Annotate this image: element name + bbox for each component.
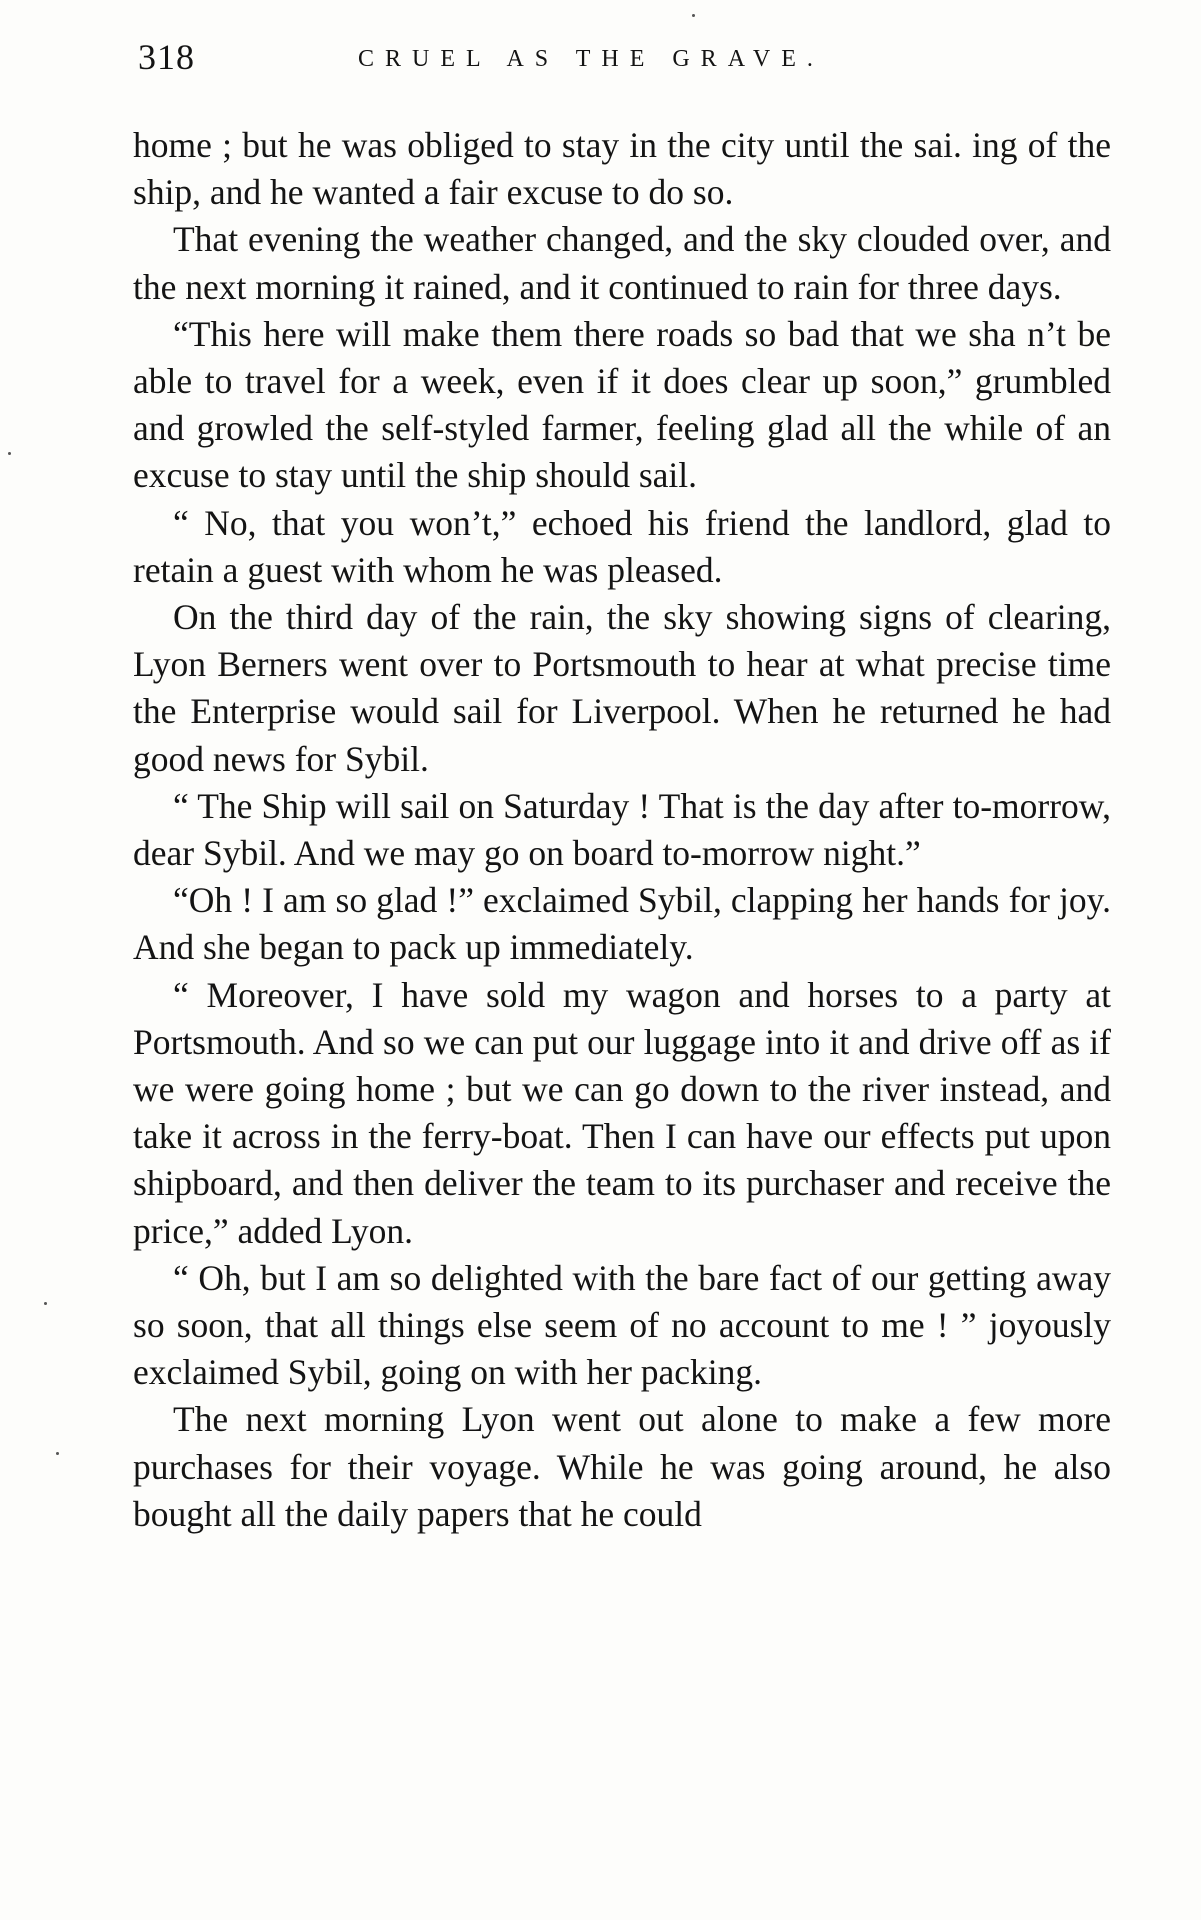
page-header [138,36,1118,86]
paragraph: That evening the weather changed, and the sky clouded over, and the next morning it rained, and it continued to rain for three days. [133,219,1111,307]
paragraph: “ No, that you won’t,” echoed his friend the landlord, glad to retain a guest with whom he was pleased. [133,502,1111,590]
scan-speck [8,452,11,455]
paragraph: “This here will make them there roads so bad that we sha n’t be able to travel for a week, even if it does clear up soon,” grumbled and growled the self-styled farmer, feeling glad all the while of an excuse to stay until the ship should sail. [133,313,1111,496]
paragraph: “Oh ! I am so glad !” exclaimed Sybil, clapping her hands for joy. And she began to pack up immediately. [133,880,1111,968]
paragraph: home ; but he was obliged to stay in the city until the sai. ing of the ship, and he wanted a fair excuse to do so. [133,125,1111,213]
scan-speck [692,14,695,17]
running-title: CRUEL AS THE GRAVE. [358,46,824,72]
body-text [133,122,1111,1538]
paragraph: “ Moreover, I have sold my wagon and horses to a party at Portsmouth. And so we can put our luggage into it and drive off as if we were going home ; but we can go down to the river instead, and take it across in the ferry-boat. Then I can have our effects put upon shipboard, and then deliver the team to its purchaser and receive the price,” added Lyon. [133,974,1111,1251]
paragraph: “ The Ship will sail on Saturday ! That is the day after to-morrow, dear Sybil. And we may go on board to-morrow night.” [133,785,1111,874]
scan-speck [44,1302,47,1305]
page-number: 318 [138,37,195,77]
paragraph: On the third day of the rain, the sky showing signs of clearing, Lyon Berners went over to Portsmouth to hear at what precise time the Enterprise would sail for Liverpool. When he returned he had good news for Sybil. [133,597,1111,779]
paragraph: The next morning Lyon went out alone to make a few more purchases for their voyage. While he was going around, he also bought all the daily papers that he could [133,1399,1111,1534]
paragraph: “ Oh, but I am so delighted with the bare fact of our getting away so soon, that all things else seem of no account to me ! ” joyously exclaimed Sybil, going on with her packing. [133,1257,1111,1393]
scan-speck [56,1452,59,1455]
